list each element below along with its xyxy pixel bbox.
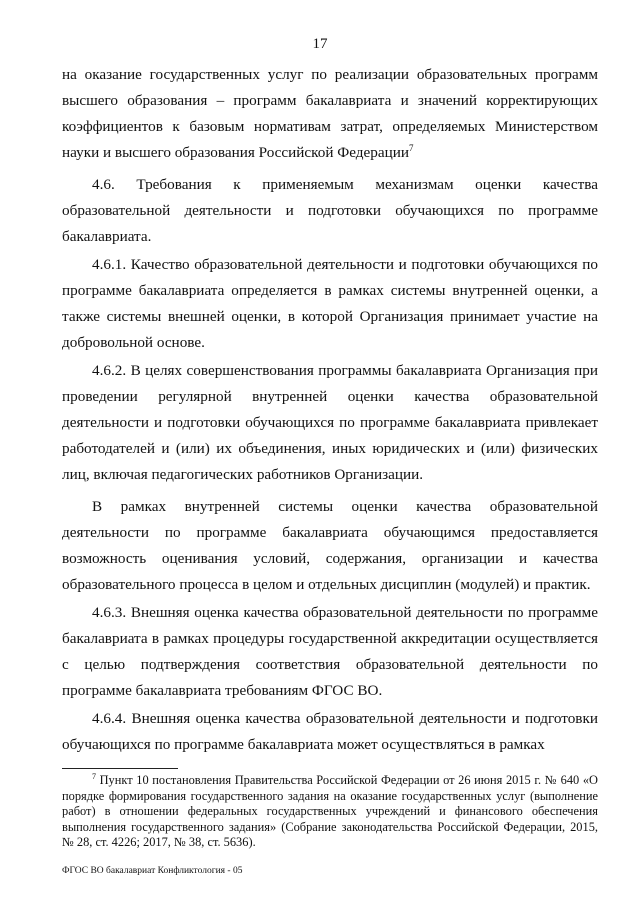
footnote: [62, 773, 598, 851]
paragraph-4-6: 4.6. Требования к применяемым механизмам оценки качества образовательной деятельности и подготовки обучающихся по программе бакалавриата.: [62, 176, 598, 245]
paragraph-4-6-4: 4.6.4. Внешняя оценка качества образовательной деятельности и подготовки обучающихся по программе бакалавриата может осуществляться в рамках: [62, 710, 598, 753]
paragraph-4-6-3: 4.6.3. Внешняя оценка качества образовательной деятельности по программе бакалавриата в рамках процедуры государственной аккредитации осуществляется с целью подтверждения соответствия образовательной деятельности по программе бакалавриата требованиям ФГОС ВО.: [62, 604, 598, 699]
footnote-separator: [62, 768, 178, 769]
paragraph-text: на оказание государственных услуг по реализации образовательных программ высшего образования – программ бакалавриата и значений корректирующих коэффициентов к базовым нормативам затрат, определяемых Министерством науки и высшего образования Российской Федерации: [62, 66, 598, 161]
document-body: [62, 62, 598, 758]
footnote-reference: 7: [409, 142, 414, 153]
footnote-text: Пункт 10 постановления Правительства Российской Федерации от 26 июня 2015 г. № 640 «О порядке формирования государственного задания на оказание государственных услуг (выполнение работ) в отношении федеральных государственных учреждений и финансового обеспечения выполнения государственного задания» (Собрание законодательства Российской Федерации, 2015, № 28, ст. 4226; 2017, № 38, ст. 5636).: [62, 773, 598, 849]
document-footer: ФГОС ВО бакалавриат Конфликтология - 05: [62, 866, 243, 876]
paragraph-continuation: [62, 62, 598, 166]
paragraph-4-6-2: 4.6.2. В целях совершенствования программы бакалавриата Организация при проведении регулярной внутренней оценки качества образовательной деятельности и подготовки обучающихся по программе бакалавриата привлекает работодателей и (или) их объединения, иных юридических и (или) физических лиц, включая педагогических работников Организации.: [62, 362, 598, 483]
page-number: 17: [312, 36, 328, 52]
footnote-marker: 7: [92, 771, 96, 781]
paragraph-internal-assessment: В рамках внутренней системы оценки качества образовательной деятельности по программе бакалавриата обучающимся предоставляется возможность оценивания условий, содержания, организации и качества образовательного процесса в целом и отдельных дисциплин (модулей) и практик.: [62, 498, 598, 593]
paragraph-4-6-1: 4.6.1. Качество образовательной деятельности и подготовки обучающихся по программе бакалавриата определяется в рамках системы внутренней оценки, а также системы внешней оценки, в которой Организация принимает участие на добровольной основе.: [62, 256, 598, 351]
